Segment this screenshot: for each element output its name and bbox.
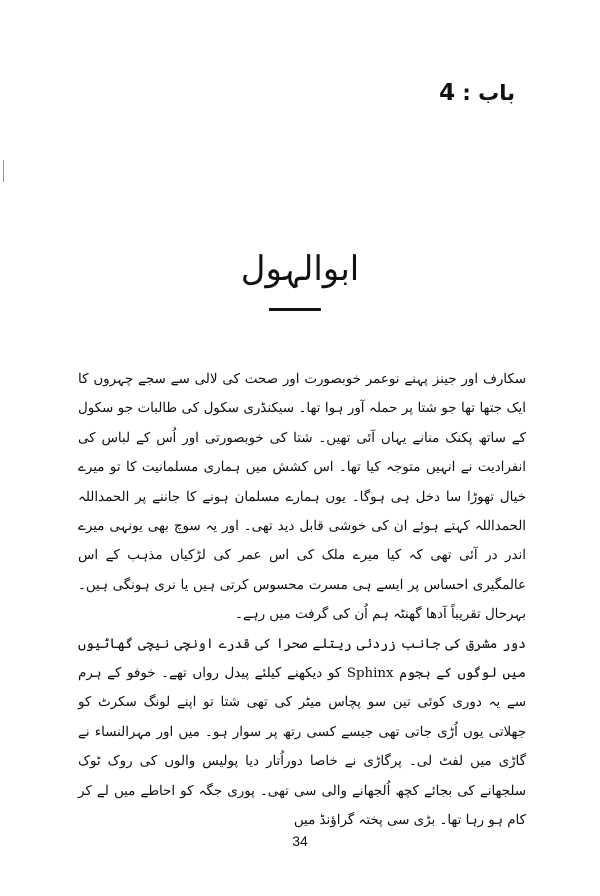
paragraph-2: دور مشرق کی جانب زردئی ریتلے صحرا کی قدرے اونچی نیچی گھاٹیوں میں لوگوں کے ہجوم Sphinx کو دیکھنے کیلئے پیدل رواں تھے۔ خوفو کے ہرم سے یہ دوری کوئی تین سو پچاس میٹر کی تھی شتا تو اپنے لونگ سکرٹ کو جھلاتی یوں اُڑی جاتی تھی جیسے کسی رتھ پر سوار ہو۔ میں اور مہرالنساء نے گاڑی میں لفٹ لی۔ پرگاڑی نے خاصا دوراُتار دیا پولیس والوں کی روک ٹوک سلجھانے کی بجائے کچھ اُلجھانے والی سی تھی۔ پوری جگہ کو احاطے میں لے کر کام ہو رہا تھا۔ بڑی سی پختہ گراؤنڈ میں (78, 636, 526, 829)
chapter-word: باب (478, 81, 515, 105)
paragraph-1: سکارف اور جینز پہنے نوعمر خوبصورت اور صحت کی لالی سے سجے چہروں کا ایک جتھا تھا جو شتا پر حملہ آور ہوا تھا۔ سیکنڈری سکول کی طالبات جو سکول کے ساتھ پکنک منانے یہاں آئی تھیں۔ شتا کی خوبصورتی اور اُس کے لباس کی انفرادیت نے انہیں متوجہ کیا تھا۔ اس کشش میں ہماری مسلمانیت کا تو میرے خیال تھوڑا سا دخل ہی ہوگا۔ یوں ہمارے مسلمان ہونے کا جاننے پر الحمداللہ الحمداللہ کہتے ہوئے ان کی خوشی قابل دید تھی۔ اور یہ سوچ بھی یونہی میرے اندر در آئی تھی کہ کیا میرے ملک کی اس عمر کی لڑکیاں مذہب کے اس عالمگیری احساس پر ایسے ہی مسرت محسوس کرتی ہیں یا نری ہونگی ہیں۔ بہرحال تقریباً آدھا گھنٹہ ہم اُن کی گرفت میں رہے۔ (78, 372, 526, 623)
chapter-number: 4 (439, 80, 456, 106)
title-underline (269, 308, 321, 311)
scan-edge-mark (3, 160, 4, 182)
chapter-separator: : (462, 81, 471, 105)
body-text (78, 365, 526, 836)
chapter-label (439, 80, 515, 106)
page-number: 34 (292, 833, 308, 849)
chapter-title: ابوالہول (240, 249, 360, 289)
